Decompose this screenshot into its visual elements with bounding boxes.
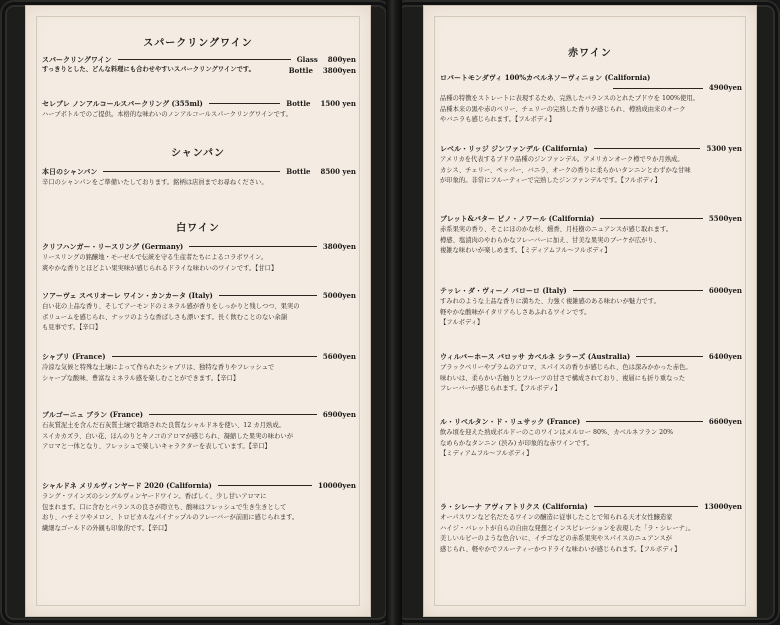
item-description-line: 赤系果実の香り、そこにほのかな杉、燻香、月桂樹のニュアンスが感じ取れます。 [440, 226, 673, 233]
item-description-line: リースリングの銘醸地・モーゼルで伝統を守る生産者たちによるコラボワイン。 [42, 254, 268, 261]
section-title-sparkling: スパークリングワイン [143, 38, 253, 49]
item-description-line: フレーバーが感じられます。【フルボディ】 [440, 385, 561, 392]
item-price: 5500yen [708, 214, 742, 223]
menu-page-right [424, 6, 756, 616]
item-description: すっきりとした、どんな料理にも合わせやすいスパークリングワインです。 [42, 66, 255, 74]
item-name: ウィルバーホース バロッサ カベルネ シラーズ (Australia) [440, 351, 631, 361]
item-name: ロバートモンダヴィ 100%カベルネソーヴィニョン (California) [440, 72, 651, 82]
item-price: 5600yen [322, 352, 356, 361]
item-description-line: ブラックベリーやプラムのアロマ、スパイスの香りが感じられ、色は深みかかった赤色。 [440, 364, 692, 371]
item-price: 3800yen [322, 242, 356, 251]
item-description-line: ラング・ツインズのシングルヴィンヤードワイン。香ばしく、少し甘いアロマに [42, 493, 267, 500]
menu-item-white-wine [42, 480, 356, 534]
menu-item-red-wine [440, 143, 742, 187]
item-description-line: 爽やかな香りとほどよい果実味が感じられるドライな味わいのワインです。【甘口】 [42, 264, 278, 272]
menu-item-white-wine [42, 290, 356, 334]
item-description: 辛口のシャンパンをご準備いたしております。銘柄は店員までお尋ねください。 [42, 179, 268, 186]
item-description-line: シャープな酸味、豊富なミネラル感を楽しむことができます。【辛口】 [42, 374, 240, 382]
item-price: 6600yen [708, 417, 742, 426]
item-volume: Bottle [288, 66, 313, 75]
item-description-line: 複雑な味わいが楽しめます。【ミディアムフル～フルボディ】 [440, 247, 611, 254]
item-price: 6900yen [322, 410, 356, 419]
item-name: 本日のシャンパン [42, 166, 98, 176]
item-name: テッレ・ダ・ヴィーノ バローロ (Italy) [440, 285, 567, 295]
item-description-line: が印象的。非常にフルーティーで完熟したジンファンデルです。【フルボディ】 [440, 177, 661, 184]
item-price: 800yen [327, 55, 356, 64]
section-title-champagne: シャンパン [170, 148, 226, 159]
item-volume: Bottle [286, 167, 311, 176]
item-description-line: 品種の特徴をストレートに表現するため、完熟したバランスのとれたブドウを 100%使用。 [440, 95, 699, 102]
menu-page-left [26, 6, 370, 616]
item-description-line: やバニラも感じられます。【フルボディ】 [440, 116, 556, 123]
item-description-line: スイカカズラ、白い花、ほんのりとキノコのアロマが感じられ、凝縮した果実の味わいが [42, 432, 293, 440]
menu-item-red-wine [440, 351, 742, 395]
item-price: 6000yen [708, 286, 742, 295]
item-description-line: ボリュームを感じられ、ナッツのような香ばしさも漂います。長く飲むことのない余韻 [42, 313, 288, 321]
item-description-line: 美しいルビーのような色合いに、イチゴなどの赤系果実やスパイスのニュアンスが [440, 535, 672, 542]
item-price: 5000yen [322, 291, 356, 300]
item-name: レベル・リッジ ジンファンデル (California) [440, 143, 588, 153]
menu-item-white-wine [42, 409, 356, 453]
item-description-line: 石灰質泥土を含んだ石灰質土壌で栽培された良質なシャルドネを使い、12 カ月熟成。 [42, 422, 285, 429]
item-price: 3800yen [322, 66, 356, 75]
item-price: 6400yen [708, 352, 742, 361]
item-description-line: カシス、チェリー、ペッパー、バニラ、オークの香りに柔らかいタンニンとわずかな甘味 [440, 166, 691, 174]
item-description-line: オーパスワンなど名だたるワインの醸造に従事したことで知られる天才女性醸造家 [440, 514, 673, 521]
item-description-line: 品種本来の黒や赤のベリー、チェリーの完熟した香りが感じられ、樽熟成由来のオーク [440, 105, 686, 113]
item-description-line: 感じられ、軽やかでフルーティーかつドライな味わいが感じられます。【フルボディ】 [440, 545, 681, 553]
item-description-line: おり、ハチミツやメロン、トロピカルなパイナップルのフレーバーが前面に感じられます。 [42, 514, 299, 521]
item-description-line: アロマと一体となり、フレッシュで楽しいキャラクターを表しています。【辛口】 [42, 443, 271, 450]
item-name: クリフハンガー・リースリング (Germany) [42, 241, 184, 251]
menu-item-sparkling [42, 54, 356, 76]
item-name: シャブリ (France) [42, 351, 106, 361]
item-description-line: も見事です。【辛口】 [42, 324, 102, 331]
binder-spine [386, 0, 402, 625]
menu-item-red-wine [440, 285, 742, 329]
item-description-line: 飲み頃を迎えた熟成ボルドーのこのワインはメルロー 80%、カベルネフラン 20% [440, 429, 674, 436]
item-price: 13000yen [704, 502, 742, 511]
item-description-line: ハイジ・バレットが自らの自由な発想とインスピレーションを表現した「ラ・シレーナ」。 [440, 524, 695, 532]
menu-item-red-wine [440, 213, 742, 257]
menu-item-nonalcoholic [42, 98, 356, 121]
item-description: ハーブボトルでのご提供。本格的な味わいのノンアルコールスパークリングワインです。 [42, 111, 292, 118]
item-description-line: 白い花の上品な香り、そしてアーモンドのミネラル感が香りをしっかりと残しつつ、果実の [42, 303, 300, 310]
item-price: 5300 yen [706, 144, 742, 153]
item-name: ブルゴーニュ ブラン (France) [42, 409, 144, 419]
item-description-line: 包まれます。口に含むとバランスの良さが際立ち、酸味はフレッシュで生き生きとして [42, 503, 287, 511]
item-name: ル・リベルタン・ド・リュサック (France) [440, 416, 581, 426]
item-description-line: 冷涼な気候と特殊な土壌によって作られたシャブリは、独特な香りやフレッシュで [42, 364, 275, 371]
item-description-line: 繊細なゴールドの外観も印象的です。【辛口】 [42, 524, 171, 532]
menu-item-champagne [42, 166, 356, 189]
item-description-line: なめらかなタンニン (渋み) が印象的な赤ワインです。 [440, 439, 594, 447]
item-name: スパークリングワイン [42, 54, 112, 64]
section-title-white-wine: 白ワイン [176, 223, 220, 234]
item-price: 1500 yen [320, 99, 356, 108]
section-title-red-wine: 赤ワイン [568, 48, 612, 59]
menu-item-white-wine [42, 351, 356, 384]
item-price: 4900yen [708, 83, 742, 92]
item-name: シャルドネ メリルヴィンヤード 2020 (California) [42, 480, 212, 490]
item-price: 10000yen [318, 481, 356, 490]
item-name: セレブレ ノンアルコールスパークリング (355ml) [42, 98, 203, 108]
item-description-line: 【ミディアムフル～フルボディ】 [440, 450, 533, 457]
item-name: ラ・シレーナ アヴィアトリクス (California) [440, 501, 588, 511]
item-volume: Bottle [286, 99, 311, 108]
menu-item-red-wine [440, 416, 742, 460]
menu-item-white-wine [42, 241, 356, 274]
item-description-line: 軽やかな酸味がイタリアらしさあふれるワインです。 [440, 308, 591, 316]
item-volume: Glass [296, 55, 318, 64]
item-description-line: アメリカを代表するブドウ品種のジンファンデル。アメリカンオーク樽で９か月熟成。 [440, 156, 684, 163]
item-price: 8500 yen [320, 167, 356, 176]
menu-item-red-wine [440, 501, 742, 555]
item-name: ブレット&バター ピノ・ノワール (California) [440, 213, 595, 223]
item-name: ソアーヴェ スペリオーレ ワイン・カンカータ (Italy) [42, 290, 213, 300]
item-description-line: 味わいは、柔らかい舌触りとフルーツの甘さで構成されており、複層にも折り重なった [440, 374, 686, 382]
item-description-line: 【フルボディ】 [440, 319, 484, 326]
item-description-line: すみれのような上品な香りに満ちた、力強く複雑感のある味わいが魅力です。 [440, 298, 660, 305]
item-description-line: 樽感、塩漬肉のやわらかなフレーバーに加え、甘美な果実のブーケが広がり、 [440, 236, 661, 244]
menu-item-red-wine [440, 72, 742, 126]
